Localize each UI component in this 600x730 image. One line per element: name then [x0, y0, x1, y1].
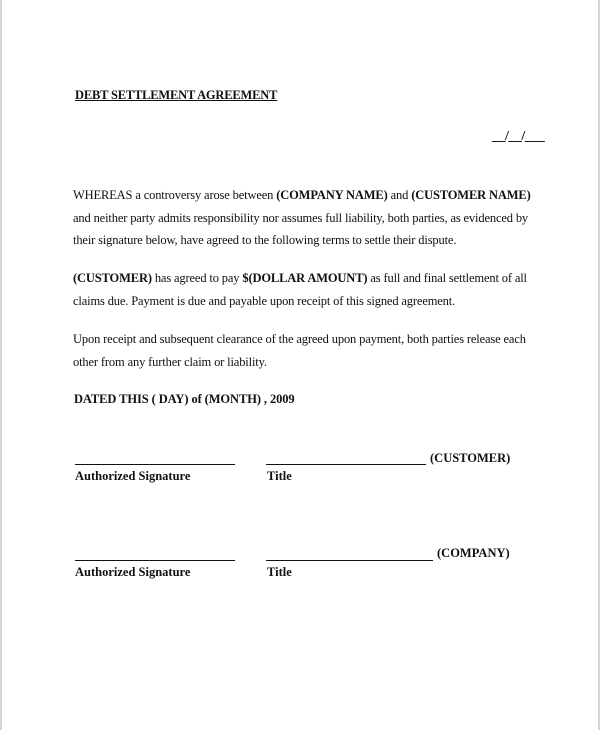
- company-party-label: (COMPANY): [437, 546, 510, 560]
- customer-party-label: (CUSTOMER): [430, 451, 511, 465]
- release-line-2: other from any further claim or liability.: [73, 354, 267, 369]
- release-line-1: Upon receipt and subsequent clearance of the agreed upon payment, both parties release each: [73, 332, 526, 346]
- whereas-line-2: and neither party admits responsibility nor assumes full liability, both parties, as evidenced by: [73, 210, 529, 225]
- page-edge-left: [0, 0, 2, 730]
- company-title-label: Title: [267, 565, 292, 579]
- company-name-field: (COMPANY NAME): [276, 188, 388, 202]
- company-title-line: [266, 560, 433, 561]
- customer-signature-label: Authorized Signature: [75, 469, 191, 483]
- whereas-line-3: their signature below, have agreed to the following terms to settle their dispute.: [73, 233, 457, 247]
- date-placeholder: __/__/___: [492, 129, 545, 144]
- customer-name-field: (CUSTOMER NAME): [411, 188, 531, 202]
- company-signature-line: [75, 560, 235, 561]
- customer-field: (CUSTOMER): [73, 271, 152, 285]
- payment-paragraph: [73, 267, 548, 312]
- dollar-amount-field: $(DOLLAR AMOUNT): [242, 271, 368, 285]
- dated-line: DATED THIS ( DAY) of (MONTH) , 2009: [74, 392, 295, 406]
- customer-signature-line: [75, 464, 235, 465]
- whereas-and: and: [387, 188, 412, 202]
- payment-line-1: [73, 267, 548, 290]
- customer-title-label: Title: [267, 469, 292, 483]
- whereas-line-1: [73, 184, 548, 207]
- payment-line-2: claims due. Payment is due and payable upon receipt of this signed agreement.: [73, 293, 456, 308]
- whereas-paragraph: [73, 184, 548, 252]
- document-title: DEBT SETTLEMENT AGREEMENT: [75, 88, 278, 102]
- settlement-text: as full and final settlement of all: [367, 271, 527, 285]
- payment-text: has agreed to pay: [151, 271, 243, 285]
- customer-title-line: [266, 464, 426, 465]
- company-signature-label: Authorized Signature: [75, 565, 191, 579]
- release-paragraph: [73, 328, 548, 373]
- whereas-text: WHEREAS a controversy arose between: [73, 188, 277, 202]
